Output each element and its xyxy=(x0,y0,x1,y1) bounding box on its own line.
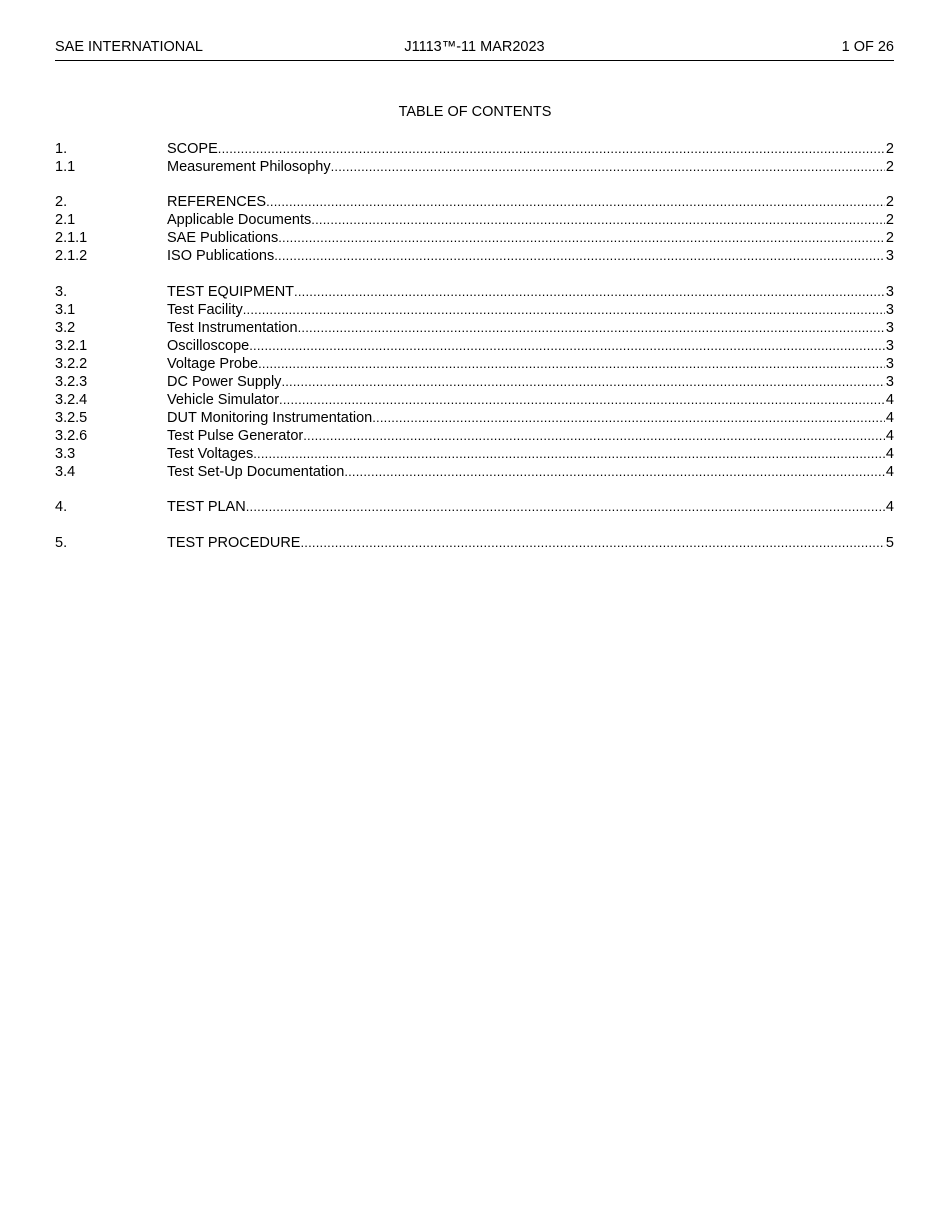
toc-entry-page-number: 4 xyxy=(885,499,894,516)
toc-dot-leader xyxy=(266,193,885,211)
toc-entry-line xyxy=(167,409,894,427)
toc-entry-line xyxy=(167,283,894,301)
page-header xyxy=(55,38,894,61)
toc-section-group xyxy=(55,193,894,265)
toc-entry-number: 3.2.5 xyxy=(55,409,88,426)
toc-dot-leader xyxy=(311,211,885,229)
toc-entry-number: 3. xyxy=(55,283,68,300)
toc-entry-title[interactable]: Applicable Documents xyxy=(167,212,312,229)
toc-entry-line xyxy=(167,498,894,516)
toc-entry[interactable] xyxy=(55,247,894,265)
toc-dot-leader xyxy=(331,158,885,176)
toc-entry[interactable] xyxy=(55,427,894,445)
toc-entry-page-number: 3 xyxy=(885,337,894,354)
toc-entry-number: 3.2.1 xyxy=(55,337,88,354)
toc-entry-page-number: 4 xyxy=(885,445,894,462)
toc-entry-number: 2.1.1 xyxy=(55,230,88,247)
toc-entry-title[interactable]: Voltage Probe xyxy=(167,355,259,372)
toc-entry-title[interactable]: Test Pulse Generator xyxy=(167,427,304,444)
toc-entry-title[interactable]: DC Power Supply xyxy=(167,373,282,390)
toc-dot-leader xyxy=(279,391,885,409)
toc-entry-line xyxy=(167,193,894,211)
toc-entry-number: 3.2.4 xyxy=(55,391,88,408)
toc-entry[interactable] xyxy=(55,158,894,176)
toc-entry-line xyxy=(167,211,894,229)
toc-entry-number: 4. xyxy=(55,499,68,516)
toc-dot-leader xyxy=(258,355,885,373)
toc-entry-page-number: 3 xyxy=(885,355,894,372)
toc-entry[interactable] xyxy=(55,498,894,516)
toc-entry-line xyxy=(167,158,894,176)
toc-entry-line xyxy=(167,445,894,463)
toc-entry[interactable] xyxy=(55,463,894,481)
toc-entry[interactable] xyxy=(55,337,894,355)
toc-entry-number: 5. xyxy=(55,534,68,551)
toc-entry-title[interactable]: Test Voltages xyxy=(167,445,254,462)
toc-dot-leader xyxy=(281,373,884,391)
toc-entry-number: 1.1 xyxy=(55,159,76,175)
toc-entry-page-number: 2 xyxy=(885,159,894,175)
toc-dot-leader xyxy=(344,463,885,481)
toc-entry[interactable] xyxy=(55,283,894,301)
toc-entry-number: 2. xyxy=(55,194,68,211)
toc-entry[interactable] xyxy=(55,409,894,427)
toc-entry-number: 2.1.2 xyxy=(55,248,88,265)
toc-entry-title[interactable]: Test Instrumentation xyxy=(167,319,298,336)
toc-dot-leader xyxy=(218,140,885,158)
toc-dot-leader xyxy=(274,247,885,265)
toc-entry-line xyxy=(167,140,894,158)
toc-entry[interactable] xyxy=(55,319,894,337)
toc-entry-title[interactable]: ISO Publications xyxy=(167,248,275,265)
toc-entry-page-number: 4 xyxy=(885,409,894,426)
toc-entry-line xyxy=(167,355,894,373)
toc-entry-page-number: 2 xyxy=(885,194,894,211)
toc-entry-page-number: 3 xyxy=(885,301,894,318)
toc-entry-page-number: 4 xyxy=(885,463,894,480)
toc-entry-title[interactable]: Vehicle Simulator xyxy=(167,391,280,408)
toc-entry-title[interactable]: DUT Monitoring Instrumentation xyxy=(167,409,373,426)
toc-entry-title[interactable]: REFERENCES xyxy=(167,194,267,211)
toc-entry-page-number: 2 xyxy=(885,141,894,157)
toc-entry-page-number: 3 xyxy=(885,319,894,336)
toc-entry-title[interactable]: SCOPE xyxy=(167,141,218,157)
toc-dot-leader xyxy=(243,301,885,319)
toc-entry-page-number: 2 xyxy=(885,212,894,229)
toc-entry-page-number: 3 xyxy=(885,373,894,390)
toc-dot-leader xyxy=(303,427,885,445)
toc-entry-title[interactable]: TEST PROCEDURE xyxy=(167,534,301,551)
toc-entry[interactable] xyxy=(55,534,894,552)
toc-entry-line xyxy=(167,337,894,355)
toc-entry-page-number: 3 xyxy=(885,283,894,300)
toc-section-group xyxy=(55,534,894,552)
toc-entry-title[interactable]: TEST EQUIPMENT xyxy=(167,283,295,300)
toc-entry-title[interactable]: Test Facility xyxy=(167,301,243,318)
toc-entry-title[interactable]: SAE Publications xyxy=(167,230,279,247)
toc-dot-leader xyxy=(300,534,884,552)
toc-entry-line xyxy=(167,319,894,337)
header-page-indicator: 1 OF 26 xyxy=(841,39,894,55)
toc-section-group xyxy=(55,498,894,516)
toc-entry-number: 3.4 xyxy=(55,463,76,480)
toc-entry-line xyxy=(167,534,894,552)
toc-entry[interactable] xyxy=(55,229,894,247)
toc-section-group xyxy=(55,283,894,481)
toc-entry-number: 3.2.6 xyxy=(55,427,88,444)
toc-entry-number: 3.1 xyxy=(55,301,76,318)
toc-entry-number: 1. xyxy=(55,141,68,157)
toc-entry-number: 3.3 xyxy=(55,445,76,462)
toc-dot-leader xyxy=(298,319,885,337)
toc-entry-line xyxy=(167,247,894,265)
toc-entry-line xyxy=(167,463,894,481)
toc-entry-line xyxy=(167,427,894,445)
toc-entry-line xyxy=(167,391,894,409)
header-organization: SAE INTERNATIONAL xyxy=(55,39,203,55)
toc-dot-leader xyxy=(253,445,885,463)
toc-entry-title[interactable]: Measurement Philosophy xyxy=(167,159,331,175)
toc-entry-title[interactable]: Oscilloscope xyxy=(167,337,250,354)
toc-entry[interactable] xyxy=(55,445,894,463)
toc-entry-number: 3.2.3 xyxy=(55,373,88,390)
toc-title: TABLE OF CONTENTS xyxy=(398,104,552,120)
toc-dot-leader xyxy=(249,337,885,355)
toc-entry[interactable] xyxy=(55,373,894,391)
toc-entry[interactable] xyxy=(55,355,894,373)
toc-dot-leader xyxy=(278,229,885,247)
header-document-id: J1113™-11 MAR2023 xyxy=(404,39,545,55)
toc-entry-page-number: 4 xyxy=(885,391,894,408)
toc-entry-line xyxy=(167,229,894,247)
toc-dot-leader xyxy=(372,409,885,427)
toc-entry-number: 3.2 xyxy=(55,319,76,336)
toc-entry-number: 2.1 xyxy=(55,212,76,229)
toc-entry[interactable] xyxy=(55,140,894,158)
toc-entry-title[interactable]: TEST PLAN xyxy=(167,499,246,516)
toc-entry-number: 3.2.2 xyxy=(55,355,88,372)
toc-entry-line xyxy=(167,301,894,319)
toc-entry[interactable] xyxy=(55,391,894,409)
table-of-contents xyxy=(55,140,894,569)
toc-entry-page-number: 4 xyxy=(885,427,894,444)
toc-entry[interactable] xyxy=(55,193,894,211)
toc-entry-page-number: 2 xyxy=(885,230,894,247)
toc-entry[interactable] xyxy=(55,211,894,229)
toc-section-group xyxy=(55,140,894,176)
toc-entry[interactable] xyxy=(55,301,894,319)
toc-entry-line xyxy=(167,373,894,391)
toc-entry-page-number: 3 xyxy=(885,248,894,265)
toc-entry-page-number: 5 xyxy=(885,534,894,551)
toc-entry-title[interactable]: Test Set-Up Documentation xyxy=(167,463,345,480)
toc-dot-leader xyxy=(246,498,885,516)
toc-dot-leader xyxy=(294,283,885,301)
